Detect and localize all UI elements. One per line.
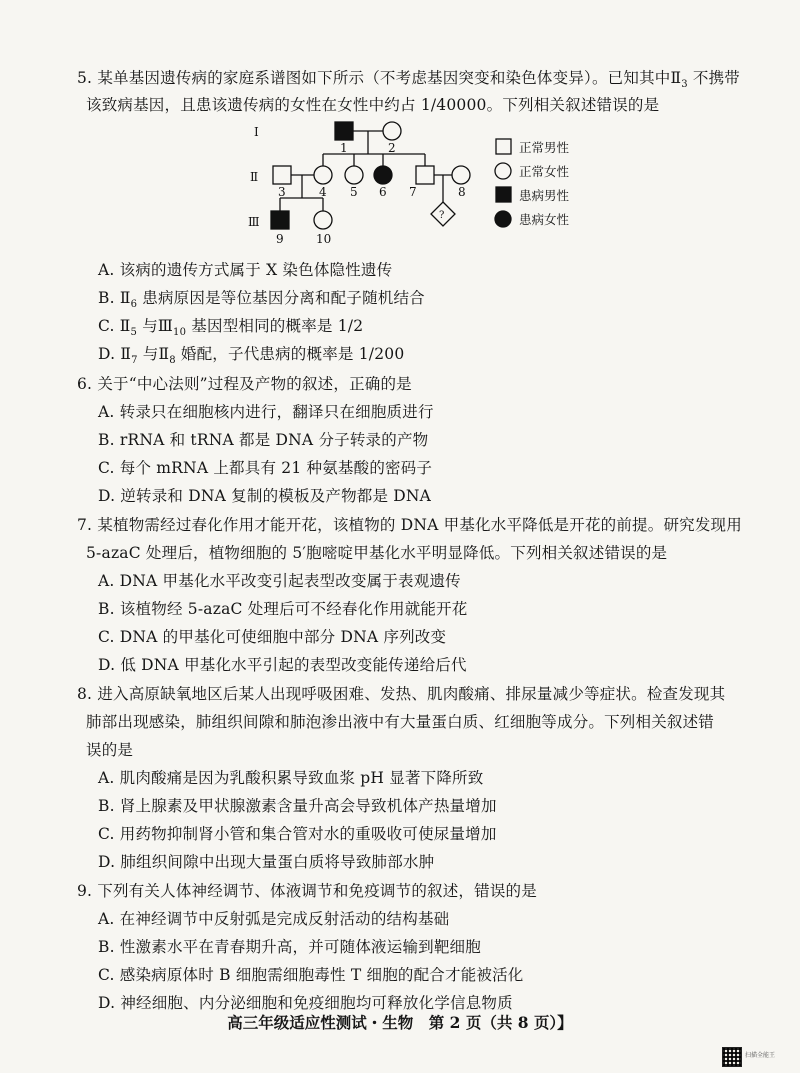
gen-label-II: Ⅱ — [250, 170, 259, 184]
pedigree-I2-normal-female — [383, 122, 401, 140]
q7-option-c: C. DNA 的甲基化可使细胞中部分 DNA 序列改变 — [98, 628, 447, 646]
pedigree-II6-affected-female — [374, 166, 392, 184]
pedigree-unknown-label: ? — [439, 210, 445, 221]
q6-option-b: B. rRNA 和 tRNA 都是 DNA 分子转录的产物 — [98, 431, 429, 449]
q5-option-b: B. $Ⅱ_6$ 患病原因是等位基因分离和配子随机结合 — [98, 289, 425, 311]
legend-affected-male-label: 患病男性 — [519, 188, 570, 203]
pedigree-id-5: 5 — [350, 185, 358, 199]
legend-affected-female-icon — [495, 211, 511, 227]
q6-option-a: A. 转录只在细胞核内进行，翻译只在细胞质进行 — [98, 403, 434, 421]
q6-option-c: C. 每个 mRNA 上都具有 21 种氨基酸的密码子 — [98, 459, 433, 477]
legend-normal-female-label: 正常女性 — [519, 164, 570, 179]
pedigree-id-9: 9 — [276, 232, 284, 246]
q6-stem: 6. 关于“中心法则”过程及产物的叙述，正确的是 — [77, 375, 412, 393]
pedigree-III9-affected-male — [271, 211, 289, 229]
q9-stem: 9. 下列有关人体神经调节、体液调节和免疫调节的叙述，错误的是 — [77, 882, 537, 900]
q8-option-b: B. 肾上腺素及甲状腺激素含量升高会导致机体产热量增加 — [98, 797, 497, 815]
pedigree-id-7: 7 — [409, 185, 417, 199]
q9-option-a: A. 在神经调节中反射弧是完成反射活动的结构基础 — [98, 910, 450, 928]
q6-option-d: D. 逆转录和 DNA 复制的模板及产物都是 DNA — [98, 487, 432, 505]
q7-stem-line1: 7. 某植物需经过春化作用才能开花，该植物的 DNA 甲基化水平降低是开花的前提。研究发现用 — [77, 516, 742, 534]
pedigree-II8-normal-female — [452, 166, 470, 184]
legend-affected-male-icon — [496, 187, 511, 202]
pedigree-II5-normal-female — [345, 166, 363, 184]
pedigree-id-8: 8 — [458, 185, 466, 199]
scanner-watermark: 扫描全能王 — [745, 1052, 776, 1059]
pedigree-id-6: 6 — [379, 185, 387, 199]
legend-affected-female-label: 患病女性 — [519, 212, 570, 227]
q5-option-c: C. $Ⅱ_5$ 与$Ⅲ_{10}$ 基因型相同的概率是 1/2 — [98, 317, 364, 339]
qr-code-icon — [722, 1047, 742, 1067]
q9-option-d: D. 神经细胞、内分泌细胞和免疫细胞均可释放化学信息物质 — [98, 994, 513, 1012]
pedigree-id-10: 10 — [316, 232, 332, 246]
pedigree-chart — [240, 112, 580, 250]
q8-option-d: D. 肺组织间隙中出现大量蛋白质将导致肺部水肿 — [98, 853, 435, 871]
q5-option-a: A. 该病的遗传方式属于 X 染色体隐性遗传 — [98, 261, 393, 279]
pedigree-II7-normal-male — [416, 166, 434, 184]
q8-option-c: C. 用药物抑制肾小管和集合管对水的重吸收可使尿量增加 — [98, 825, 497, 843]
legend-normal-female-icon — [495, 163, 511, 179]
pedigree-I1-affected-male — [335, 122, 353, 140]
legend-normal-male-icon — [496, 139, 511, 154]
q7-option-d: D. 低 DNA 甲基化水平引起的表型改变能传递给后代 — [98, 656, 467, 674]
q5-stem-line2: 该致病基因，且患该遗传病的女性在女性中约占 1/40000。下列相关叙述错误的是 — [86, 96, 660, 114]
pedigree-id-2: 2 — [388, 141, 396, 155]
gen-label-I: Ⅰ — [254, 125, 259, 139]
pedigree-II3-normal-male — [273, 166, 291, 184]
q9-option-b: B. 性激素水平在青春期升高，并可随体液运输到靶细胞 — [98, 938, 481, 956]
q7-option-a: A. DNA 甲基化水平改变引起表型改变属于表观遗传 — [98, 572, 461, 590]
pedigree-III10-normal-female — [314, 211, 332, 229]
pedigree-id-4: 4 — [319, 185, 327, 199]
q8-stem-line3: 误的是 — [86, 741, 134, 759]
pedigree-id-1: 1 — [340, 141, 348, 155]
q7-option-b: B. 该植物经 5-azaC 处理后可不经春化作用就能开花 — [98, 600, 468, 618]
q8-stem-line2: 肺部出现感染，肺组织间隙和肺泡渗出液中有大量蛋白质、红细胞等成分。下列相关叙述错 — [86, 713, 715, 731]
gen-label-III: Ⅲ — [248, 215, 260, 229]
q9-option-c: C. 感染病原体时 B 细胞需细胞毒性 T 细胞的配合才能被活化 — [98, 966, 524, 984]
legend-normal-male-label: 正常男性 — [519, 140, 570, 155]
q5-option-d: D. $Ⅱ_7$ 与$Ⅱ_8$ 婚配，子代患病的概率是 1/200 — [98, 345, 405, 367]
pedigree-II4-normal-female — [314, 166, 332, 184]
q8-stem-line1: 8. 进入高原缺氧地区后某人出现呼吸困难、发热、肌肉酸痛、排尿量减少等症状。检查发现其 — [77, 685, 726, 703]
q8-option-a: A. 肌肉酸痛是因为乳酸积累导致血浆 pH 显著下降所致 — [98, 769, 484, 787]
page-footer: 高三年级适应性测试・生物 第 2 页（共 8 页）】 — [227, 1013, 573, 1032]
pedigree-id-3: 3 — [278, 185, 286, 199]
q7-stem-line2: 5-azaC 处理后，植物细胞的 5′胞嘧啶甲基化水平明显降低。下列相关叙述错误的是 — [86, 544, 668, 562]
q5-stem-line1: 5. 某单基因遗传病的家庭系谱图如下所示（不考虑基因突变和染色体变异）。已知其中$Ⅱ_3$ 不携带 — [77, 69, 741, 91]
